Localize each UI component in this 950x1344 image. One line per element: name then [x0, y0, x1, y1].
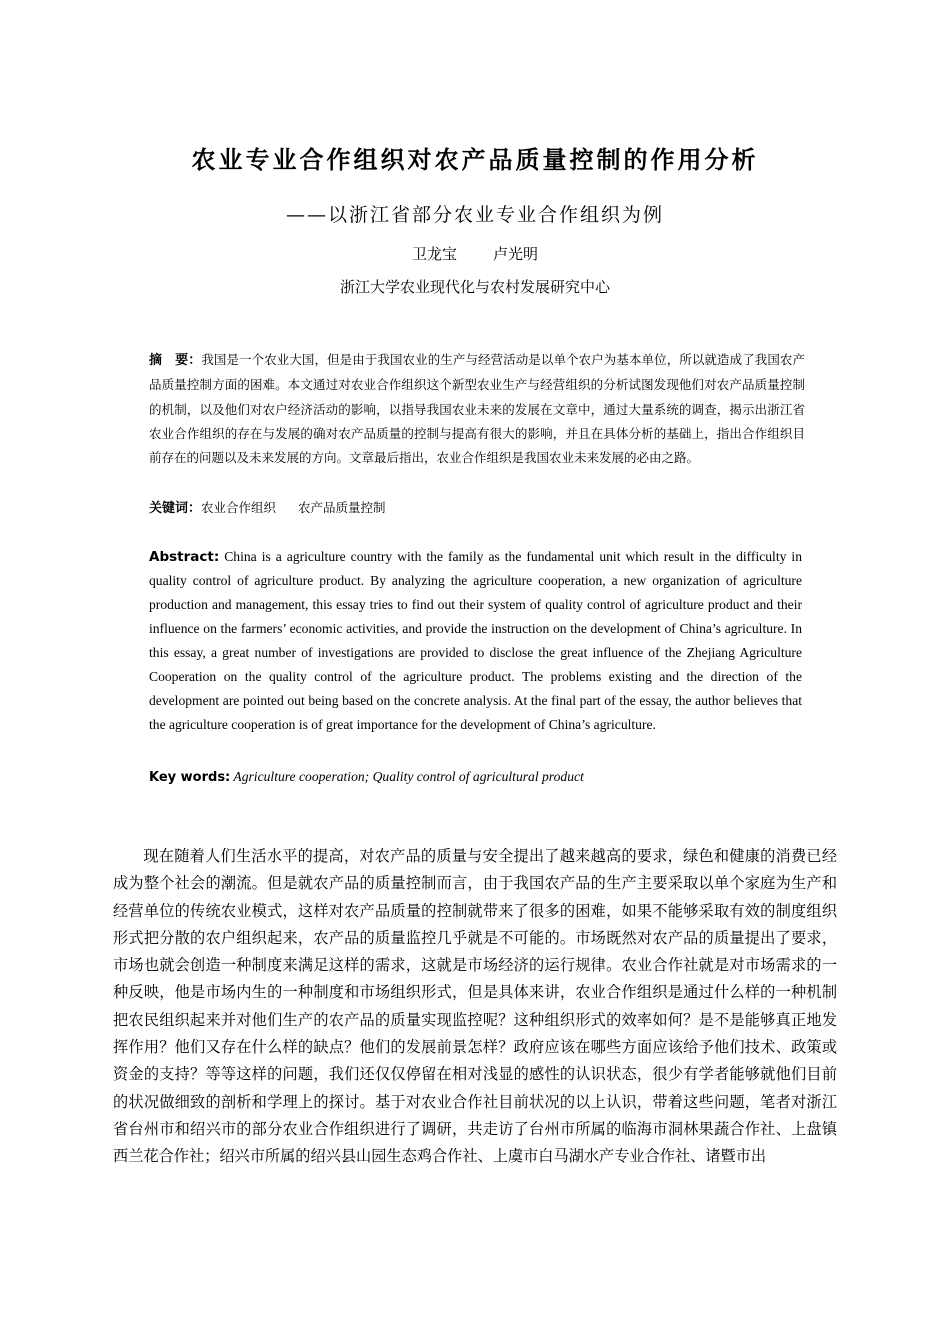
author-name: 卢光明 [493, 245, 539, 263]
keywords-english [149, 766, 802, 789]
keywords-en-label: Key words: [149, 770, 231, 785]
paper-title: 农业专业合作组织对农产品质量控制的作用分析 [191, 145, 759, 174]
abstract-cn-label: 摘 要： [149, 353, 202, 368]
abstract-chinese [149, 348, 805, 470]
abstract-en-label: Abstract: [149, 549, 220, 565]
keywords-chinese [149, 498, 805, 519]
paper-subtitle: ——以浙江省部分农业专业合作组织为例 [285, 204, 664, 226]
abstract-en-text: China is a agriculture country with the family as the fundamental unit which result in the difficulty in quality control of agriculture product. By analyzing the agriculture cooperation, a new organization of agriculture production and management, this essay tries to find out their system of quality control of agriculture product and their influence on the farmers’ economic activities, and provide the instruction on the development of China’s agriculture. In this essay, a great number of investigations are provided to disclose the great influence of the Zhejiang Agriculture Cooperation on the quality control of the agriculture product. The problems existing and the direction of the development are pointed out being based on the concrete analysis. At the final part of the essay, the author believes that the agriculture cooperation is of great importance for the development of China’s agriculture. [149, 549, 802, 732]
author-name: 卫龙宝 [411, 245, 457, 263]
keyword-item: 农业合作组织 [201, 500, 277, 515]
keywords-en-text: Agriculture cooperation; Quality control of agricultural product [230, 769, 584, 784]
abstract-english [149, 545, 802, 737]
abstract-cn-text: 我国是一个农业大国，但是由于我国农业的生产与经营活动是以单个农户为基本单位，所以就造成了我国农产品质量控制方面的困难。本文通过对农业合作组织这个新型农业生产与经营组织的分析试图发现他们对农产品质量控制的机制，以及他们对农户经济活动的影响，以指导我国农业未来的发展在文章中，通过大量系统的调查，揭示出浙江省农业合作组织的存在与发展的确对农产品质量的控制与提高有很大的影响，并且在具体分析的基础上，指出合作组织目前存在的问题以及未来发展的方向。文章最后指出，农业合作组织是我国农业未来发展的必由之路。 [149, 352, 805, 466]
body-paragraph: 现在随着人们生活水平的提高，对农产品的质量与安全提出了越来越高的要求，绿色和健康的消费已经成为整个社会的潮流。但是就农产品的质量控制而言，由于我国农产品的生产主要采取以单个家庭为生产和经营单位的传统农业模式，这样对农产品质量的控制就带来了很多的困难，如果不能够采取有效的制度组织形式把分散的农户组织起来，农产品的质量监控几乎就是不可能的。市场既然对农产品的质量提出了要求，市场也就会创造一种制度来满足这样的需求，这就是市场经济的运行规律。农业合作社就是对市场需求的一种反映，他是市场内生的一种制度和市场组织形式，但是具体来讲，农业合作组织是通过什么样的一种机制把农民组织起来并对他们生产的农产品的质量实现监控呢？这种组织形式的效率如何？是不是能够真正地发挥作用？他们又存在什么样的缺点？他们的发展前景怎样？政府应该在哪些方面应该给予他们技术、政策或资金的支持？等等这样的问题，我们还仅仅停留在相对浅显的感性的认识状态，很少有学者能够就他们目前的状况做细致的剖析和学理上的探讨。基于对农业合作社目前状况的以上认识，带着这些问题，笔者对浙江省台州市和绍兴市的部分农业合作组织进行了调研，共走访了台州市所属的临海市洞林果蔬合作社、上盘镇西兰花合作社；绍兴市所属的绍兴县山园生态鸡合作社、上虞市白马湖水产专业合作社、诸暨市出 [113, 847, 837, 1166]
keyword-item: 农产品质量控制 [298, 500, 386, 515]
author-list [0, 243, 950, 264]
keywords-cn-label: 关键词： [149, 501, 202, 516]
affiliation: 浙江大学农业现代化与农村发展研究中心 [339, 278, 610, 296]
